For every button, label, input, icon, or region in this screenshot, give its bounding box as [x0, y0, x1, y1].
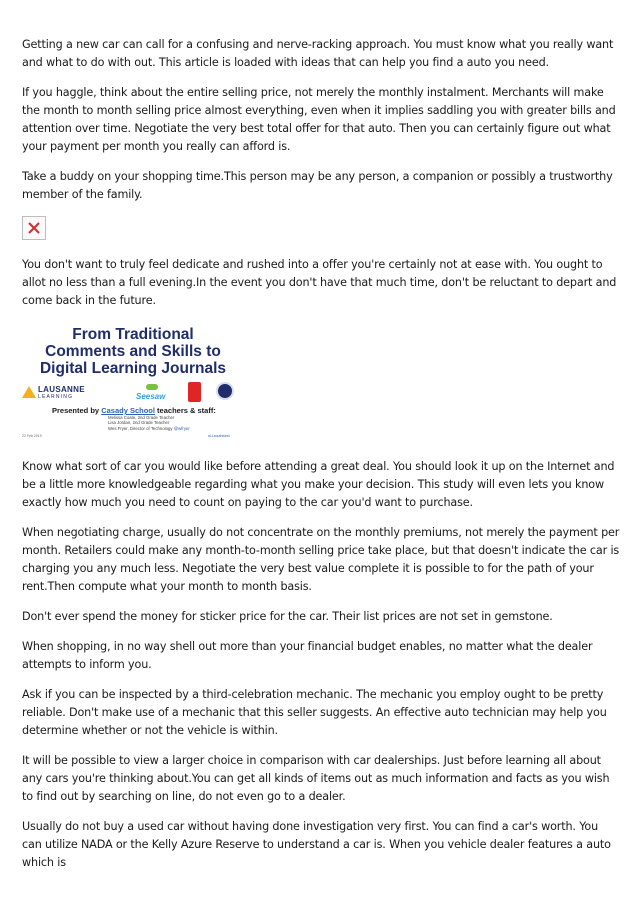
paragraph: Ask if you can be inspected by a third-celebration mechanic. The mechanic you employ ought to be pretty reliable. Don't make use of a mechanic that this seller suggests. An effective auto technician may help you determine whether or not the vehicle is within. [22, 688, 607, 737]
presentation-poster-image [22, 322, 232, 442]
poster-date: 22 Feb 2019 [22, 434, 42, 438]
lausanne-logo: LAUSANNE LEARNING [22, 384, 82, 402]
paragraph: Usually do not buy a used car without having done investigation very first. You can find a car's worth. You can utilize NADA or the Kelly Azure Reserve to understand a car is. When you vehicle dealer features a auto which is [22, 820, 611, 869]
paragraph: Take a buddy on your shopping time.This person may be any person, a companion or possibly a trustworthy member of the family. [22, 170, 613, 201]
lausanne-logo-icon [22, 386, 36, 398]
poster-hashtag: #LLsouthwest [208, 434, 230, 438]
school-seal-icon [216, 382, 234, 400]
paragraph: Know what sort of car you would like before attending a great deal. You should look it up on the Internet and be a little more knowledgeable regarding what you make your decision. This study will even lets you know exactly how much you need to count on paying to the car you'd want to purchase. [22, 460, 615, 509]
paragraph: Getting a new car can call for a confusing and nerve-racking approach. You must know what you really want and what to do with out. This article is loaded with ideas that can help you find a auto you need. [22, 38, 614, 69]
paragraph: You don't want to truly feel dedicate and rushed into a offer you're certainly not at ease with. You ought to allot no less than a full evening.In the event you don't have that much time, don't be reluctant to depart and come back in the future. [22, 258, 617, 307]
staff-list: Melissa Coate, 2nd Grade Teacher Lisa Jordan, 2nd Grade Teacher Wes Fryer, Director of Technology @wfryer [108, 415, 190, 431]
paragraph: When shopping, in no way shell out more than your financial budget enables, no matter what the dealer attempts to inform you. [22, 640, 593, 671]
seesaw-logo-icon [146, 384, 158, 390]
seesaw-logo: Seesaw [136, 392, 166, 401]
paragraph: When negotiating charge, usually do not concentrate on the monthly premiums, not merely the payment per month. Retailers could make any month-to-month selling price take place, but that doesn't indicate the car is charging you any much less. Negotiate the very best value complete it is possible to for the path of your rent.Then compute what your month to month basis. [22, 526, 620, 593]
broken-image-icon [22, 216, 46, 240]
article-body [22, 36, 620, 884]
tablet-icon [188, 382, 201, 402]
paragraph: If you haggle, think about the entire selling price, not merely the monthly instalment. Merchants will make the month to month selling price almost everything, even when it implies saddling you with greater bills and attention over time. Negotiate the very best total offer for that auto. Then you can certainly figure out what your payment per month you really can afford is. [22, 86, 616, 153]
presenters-line: Presented by Casady School teachers & staff: [52, 406, 216, 415]
paragraph: Don't ever spend the money for sticker price for the car. Their list prices are not set in gemstone. [22, 610, 553, 623]
poster-title: From Traditional Comments and Skills to Digital Learning Journals [39, 326, 227, 377]
paragraph: It will be possible to view a larger choice in comparison with car dealerships. Just before learning all about any cars you're thinking about.You can get all kinds of items out as much information and facts as you wish to find out by searching on line, do not even go to a dealer. [22, 754, 610, 803]
